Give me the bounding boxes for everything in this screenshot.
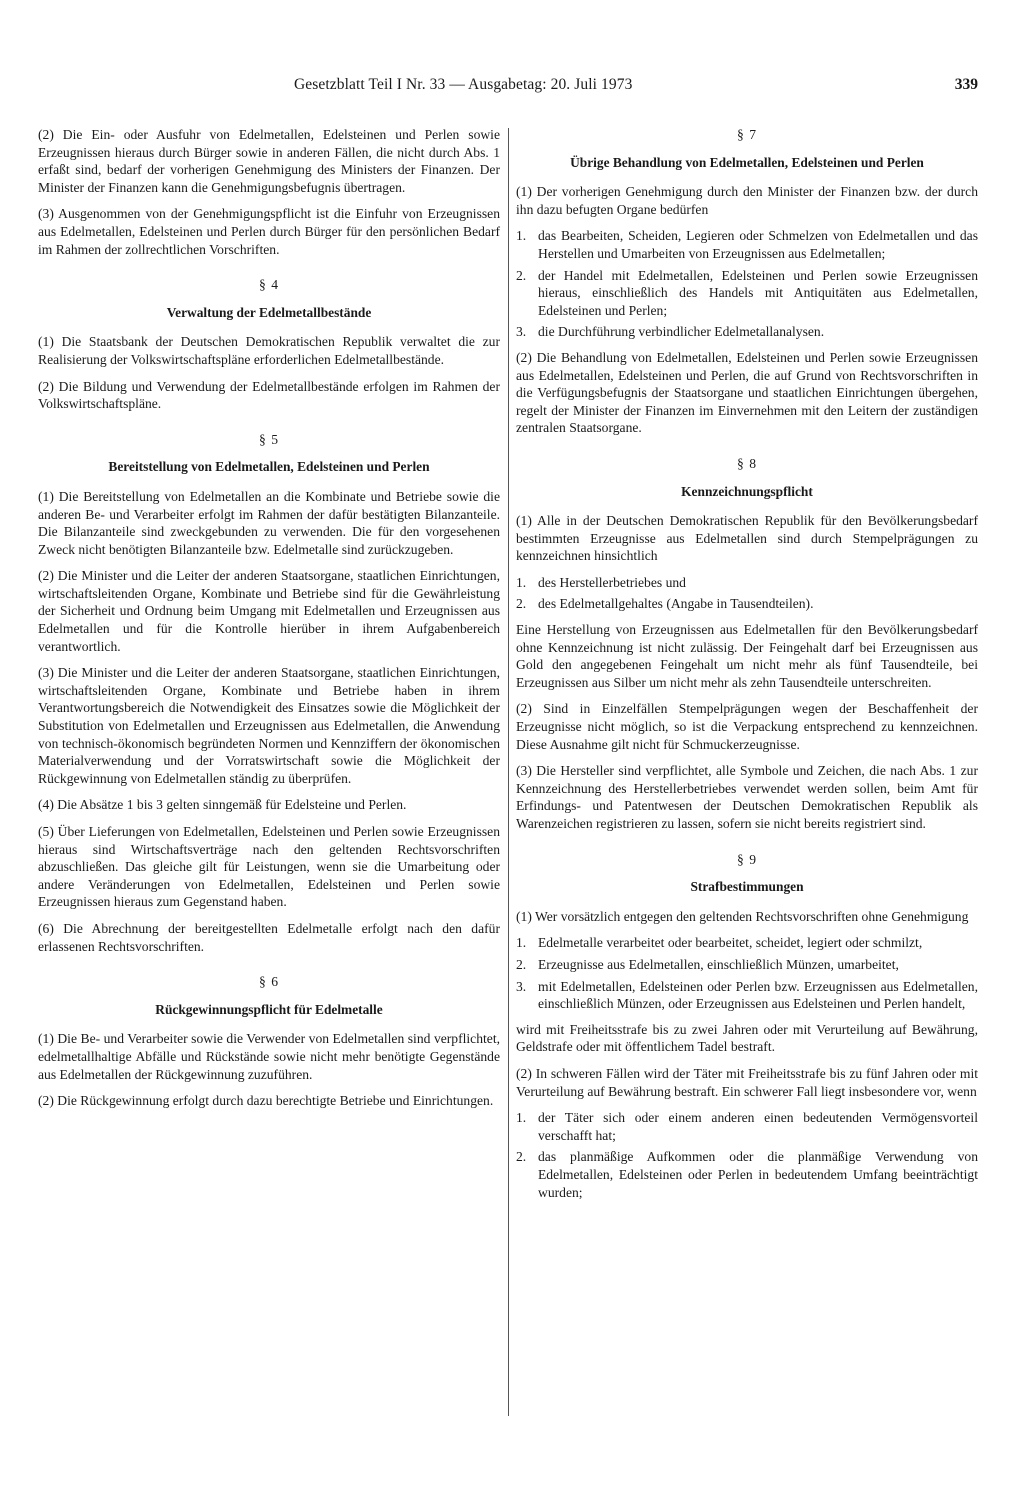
enumeration-list [516, 227, 978, 341]
paragraph: (1) Alle in der Deutschen Demokratischen Republik für den Bevölkerungsbedarf bestimmten Erzeugnisse aus Edelmetallen sind durch Stempelprägungen zu kennzeichnen hinsichtlich [516, 513, 978, 564]
section-number: § 9 [737, 851, 757, 867]
list-item: 3. mit Edelmetallen, Edelsteinen oder Perlen bzw. Erzeugnissen aus Edelmetallen, einschließlich Münzen, oder Erzeugnissen aus Edelsteinen und Perlen handelt, [516, 978, 978, 1012]
paragraph: (6) Die Abrechnung der bereitgestellten Edelmetalle erfolgt nach den dafür erlassenen Rechtsvorschriften. [38, 920, 500, 954]
page-number: 339 [954, 76, 978, 93]
enumeration-list [516, 574, 978, 613]
section-number: § 6 [259, 974, 279, 990]
right-column [516, 126, 978, 1209]
list-item: 2. Erzeugnisse aus Edelmetallen, einschließlich Münzen, umarbeitet, [516, 956, 899, 972]
list-item: 1. Edelmetalle verarbeitet oder bearbeitet, scheidet, legiert oder schmilzt, [516, 935, 923, 951]
list-item: 3. die Durchführung verbindlicher Edelmetallanalysen. [516, 324, 825, 340]
paragraph: (3) Die Hersteller sind verpflichtet, alle Symbole und Zeichen, die nach Abs. 1 zur Kennzeichnung des Herstellerbetriebes verwendet werden sollen, beim Amt für Erfindungs- und Patentwesen der Deutschen Demokratischen Republik als Warenzeichen registrieren zu lassen, sofern sie nicht bereits registriert sind. [516, 763, 978, 831]
paragraph: (1) Die Staatsbank der Deutschen Demokratischen Republik verwaltet die zur Realisierung der Volkswirtschaftspläne erforderlichen Edelmetallbestände. [38, 334, 500, 367]
paragraph: (2) Die Behandlung von Edelmetallen, Edelsteinen und Perlen sowie Erzeugnissen aus Edelmetallen, Edelsteinen und Perlen, die auf Grund von Rechtsvorschriften in die Verfügungsbefugnis der Staatsorgane und staatlichen Einrichtungen übergehen, regelt der Minister der Finanzen im Einvernehmen mit den Leitern der zuständigen zentralen Staatsorgane. [516, 349, 978, 436]
paragraph: (2) Die Bildung und Verwendung der Edelmetallbestände erfolgen im Rahmen der Volkswirtschaftspläne. [38, 378, 500, 412]
paragraph: (2) Die Rückgewinnung erfolgt durch dazu berechtigte Betriebe und Einrichtungen. [38, 1093, 494, 1109]
list-item: 1. der Täter sich oder einem anderen einen bedeutenden Vermögensvorteil verschafft hat; [516, 1110, 978, 1143]
list-item: 2. des Edelmetallgehaltes (Angabe in Tausendteilen). [516, 596, 814, 612]
paragraph: (2) In schweren Fällen wird der Täter mit Freiheitsstrafe bis zu fünf Jahren oder mit Verurteilung auf Bewährung bestraft. Ein schwerer Fall liegt insbesondere vor, wenn [516, 1065, 978, 1099]
paragraph: (2) Die Ein- oder Ausfuhr von Edelmetallen, Edelsteinen und Perlen sowie Erzeugnissen hieraus durch Bürger sowie in anderen Fällen, die nicht durch Abs. 1 erfaßt sind, bedarf der vorherigen Genehmigung des Ministers der Finanzen. Der Minister der Finanzen kann die Genehmigungsbefugnis übertragen. [38, 127, 500, 195]
section-title: Übrige Behandlung von Edelmetallen, Edelsteinen und Perlen [570, 154, 924, 170]
list-item: 2. das planmäßige Aufkommen oder die planmäßige Verwendung von Edelmetallen, Edelsteinen oder Perlen in bedeutendem Umfang beeinträchtigt wurden; [516, 1149, 978, 1200]
section-title: Bereitstellung von Edelmetallen, Edelsteinen und Perlen [108, 459, 430, 475]
section-title: Strafbestimmungen [690, 879, 804, 895]
list-item: 2. der Handel mit Edelmetallen, Edelsteinen und Perlen sowie Erzeugnissen hieraus, einschließlich des Handels mit Antiquitäten aus Edelmetallen, Edelsteinen und Perlen; [516, 267, 978, 318]
section-number: § 8 [737, 455, 757, 471]
list-item: 1. das Bearbeiten, Scheiden, Legieren oder Schmelzen von Edelmetallen und das Herstellen und Umarbeiten von Erzeugnissen aus Edelmetallen; [516, 228, 978, 261]
paragraph: wird mit Freiheitsstrafe bis zu zwei Jahren oder mit Verurteilung auf Bewährung, Geldstrafe oder mit öffentlichem Tadel bestraft. [516, 1021, 978, 1055]
section-title: Kennzeichnungspflicht [681, 483, 813, 499]
column-divider [508, 128, 509, 1416]
section-title: Rückgewinnungspflicht für Edelmetalle [155, 1001, 383, 1017]
left-column [38, 126, 500, 1119]
section-number: § 5 [259, 431, 279, 447]
header-title: Gesetzblatt Teil I Nr. 33 — Ausgabetag: 20. Juli 1973 [294, 76, 633, 93]
section-number: § 7 [737, 127, 757, 142]
enumeration-list [516, 1109, 978, 1201]
paragraph: (1) Der vorherigen Genehmigung durch den Minister der Finanzen bzw. der durch ihn dazu befugten Organe bedürfen [516, 184, 978, 217]
paragraph: (3) Ausgenommen von der Genehmigungspflicht ist die Einfuhr von Erzeugnissen aus Edelmetallen, Edelsteinen und Perlen durch Bürger für den persönlichen Bedarf im Rahmen der zollrechtlichen Vorschriften. [38, 206, 500, 257]
paragraph: (1) Wer vorsätzlich entgegen den geltenden Rechtsvorschriften ohne Genehmigung [516, 908, 969, 924]
paragraph: Eine Herstellung von Erzeugnissen aus Edelmetallen für den Bevölkerungsbedarf ohne Kennzeichnung ist nicht zulässig. Der Feingehalt darf bei Erzeugnissen aus Gold den angegebenen Feingehalt um nicht mehr als fünf Tausendteile, bei Erzeugnissen aus Silber um nicht mehr als zehn Tausendteile unterschreiten. [516, 622, 978, 690]
section-number: § 4 [259, 277, 279, 293]
paragraph: (2) Sind in Einzelfällen Stempelprägungen wegen der Beschaffenheit der Erzeugnisse nicht möglich, so ist die Verpackung entsprechend zu kennzeichnen. Diese Ausnahme gilt nicht für Schmuckerzeugnisse. [516, 701, 978, 752]
paragraph: (2) Die Minister und die Leiter der anderen Staatsorgane, staatlichen Einrichtungen, wirtschaftsleitenden Organe, Kombinate und Betriebe sind für die Gewährleistung der Sicherheit und Ordnung beim Umgang mit Edelmetallen und Erzeugnissen aus Edelmetallen und für die Kontrolle hierüber in ihrem Aufgabenbereich verantwortlich. [38, 568, 500, 654]
paragraph: (3) Die Minister und die Leiter der anderen Staatsorgane, staatlichen Einrichtungen, wirtschaftsleitenden Organe, Kombinate und Betriebe haben in ihrem Verantwortungsbereich die Notwendigkeit des Einsatzes sowie die Möglichkeit der Substitution von Edelmetallen und Erzeugnissen aus Edelmetallen, die Anwendung von technisch-ökonomisch begründeten Normen und Kennziffern der ökonomischen Materialverwendung und der Vorratswirtschaft sowie die Möglichkeit der Rückgewinnung von Edelmetallen ständig zu überprüfen. [38, 665, 500, 786]
section-title: Verwaltung der Edelmetallbestände [166, 304, 372, 320]
enumeration-list [516, 934, 978, 1012]
list-item: 1. des Herstellerbetriebes und [516, 574, 686, 590]
page-header [38, 76, 978, 102]
paragraph: (1) Die Bereitstellung von Edelmetallen an die Kombinate und Betriebe sowie die anderen Be- und Verarbeiter erfolgt im Rahmen der dafür bestätigten Bilanzanteile. Die Bilanzanteile sind zweckgebunden zu verwenden. Die für den vorgesehenen Zweck nicht benötigten Bilanzanteile bzw. Edelmetalle sind zurückzugeben. [38, 488, 500, 557]
paragraph: (1) Die Be- und Verarbeiter sowie die Verwender von Edelmetallen sind verpflichtet, edelmetallhaltige Abfälle und Rückstände sowie nicht mehr benötigte Gegenstände aus Edelmetallen der Rückgewinnung zuzuführen. [38, 1031, 500, 1082]
paragraph: (5) Über Lieferungen von Edelmetallen, Edelsteinen und Perlen sowie Erzeugnissen hieraus sind Wirtschaftsverträge nach den geltenden Rechtsvorschriften abzuschließen. Das gleiche gilt für Leistungen, wenn sie die Umarbeitung oder andere Veränderungen von Edelmetallen, Edelsteinen und Perlen sowie Erzeugnissen hieraus zum Gegenstand haben. [38, 824, 500, 910]
paragraph: (4) Die Absätze 1 bis 3 gelten sinngemäß für Edelsteine und Perlen. [38, 797, 407, 813]
